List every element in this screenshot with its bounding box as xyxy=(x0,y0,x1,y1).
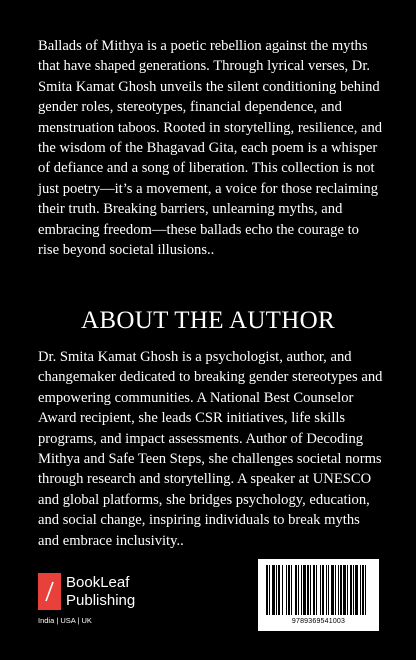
barcode-bar xyxy=(365,565,366,615)
barcode-bar xyxy=(288,565,290,615)
barcode-bar xyxy=(310,565,311,615)
barcode-bar xyxy=(278,565,280,615)
barcode-bar xyxy=(307,565,309,615)
barcode-bars-icon xyxy=(258,559,379,617)
publisher-logo xyxy=(38,573,168,633)
barcode-bar xyxy=(272,565,275,615)
barcode-bar xyxy=(303,565,306,615)
barcode-bar xyxy=(353,565,354,615)
barcode-bar xyxy=(340,565,342,615)
barcode-bar xyxy=(301,565,302,615)
barcode-bar xyxy=(362,565,364,615)
leaf-slash-icon xyxy=(38,573,61,610)
barcode-bar xyxy=(350,565,352,615)
author-bio: Dr. Smita Kamat Ghosh is a psychologist, author, and changemaker dedicated to breaking gender stereotypes and empowering communities. A National Best Counselor Award recipient, she leads CSR initiatives, life skills programs, and impact assessments. Author of Decoding Mithya and Safe Teen Steps, she challenges societal norms through research and storytelling. A speaker at UNESCO and global platforms, she bridges psychology, education, and social change, inspiring individuals to break myths and embrace inclusivity.. xyxy=(38,349,383,549)
publisher-name-line1: BookLeaf xyxy=(66,574,130,591)
barcode-bar xyxy=(360,565,361,615)
barcode-bar xyxy=(286,565,287,615)
barcode-bar xyxy=(320,565,321,615)
barcode-bar xyxy=(328,565,329,615)
barcode-bar xyxy=(338,565,339,615)
barcode-bar xyxy=(335,565,336,615)
barcode-bar xyxy=(313,565,315,615)
barcode-bar xyxy=(295,565,297,615)
barcode-bar xyxy=(316,565,317,615)
isbn-number: 9789369541003 xyxy=(291,618,346,625)
publisher-name-line2: Publishing xyxy=(66,592,136,609)
isbn-barcode xyxy=(258,559,379,631)
barcode-bar xyxy=(298,565,299,615)
barcode-bar xyxy=(347,565,348,615)
barcode-bar xyxy=(343,565,346,615)
barcode-bar xyxy=(276,565,277,615)
barcode-bar xyxy=(331,565,334,615)
barcode-bar xyxy=(322,565,324,615)
barcode-bar xyxy=(282,565,283,615)
barcode-bar xyxy=(266,565,268,615)
barcode-bar xyxy=(355,565,358,615)
barcode-bar xyxy=(291,565,292,615)
publisher-locations: India | USA | UK xyxy=(38,616,92,625)
book-blurb: Ballads of Mithya is a poetic rebellion against the myths that have shaped generations. Through lyrical verses, Dr. Smita Kamat Ghosh unveils the silent conditioning behind gender roles, stereotypes, financial dependence, and menstruation taboos. Rooted in storytelling, resilience, and the wisdom of the Bhagavad Gita, each poem is a whisper of defiance and a song of liberation. This collection is not just poetry—it’s a movement, a voice for those reclaiming their truth. Breaking barriers, unlearning myths, and embracing freedom—these ballads echo the courage to rise beyond societal illusions.. xyxy=(38,38,383,259)
barcode-bar xyxy=(326,565,327,615)
barcode-bar xyxy=(269,565,270,615)
about-author-heading: ABOUT THE AUTHOR xyxy=(81,307,335,334)
